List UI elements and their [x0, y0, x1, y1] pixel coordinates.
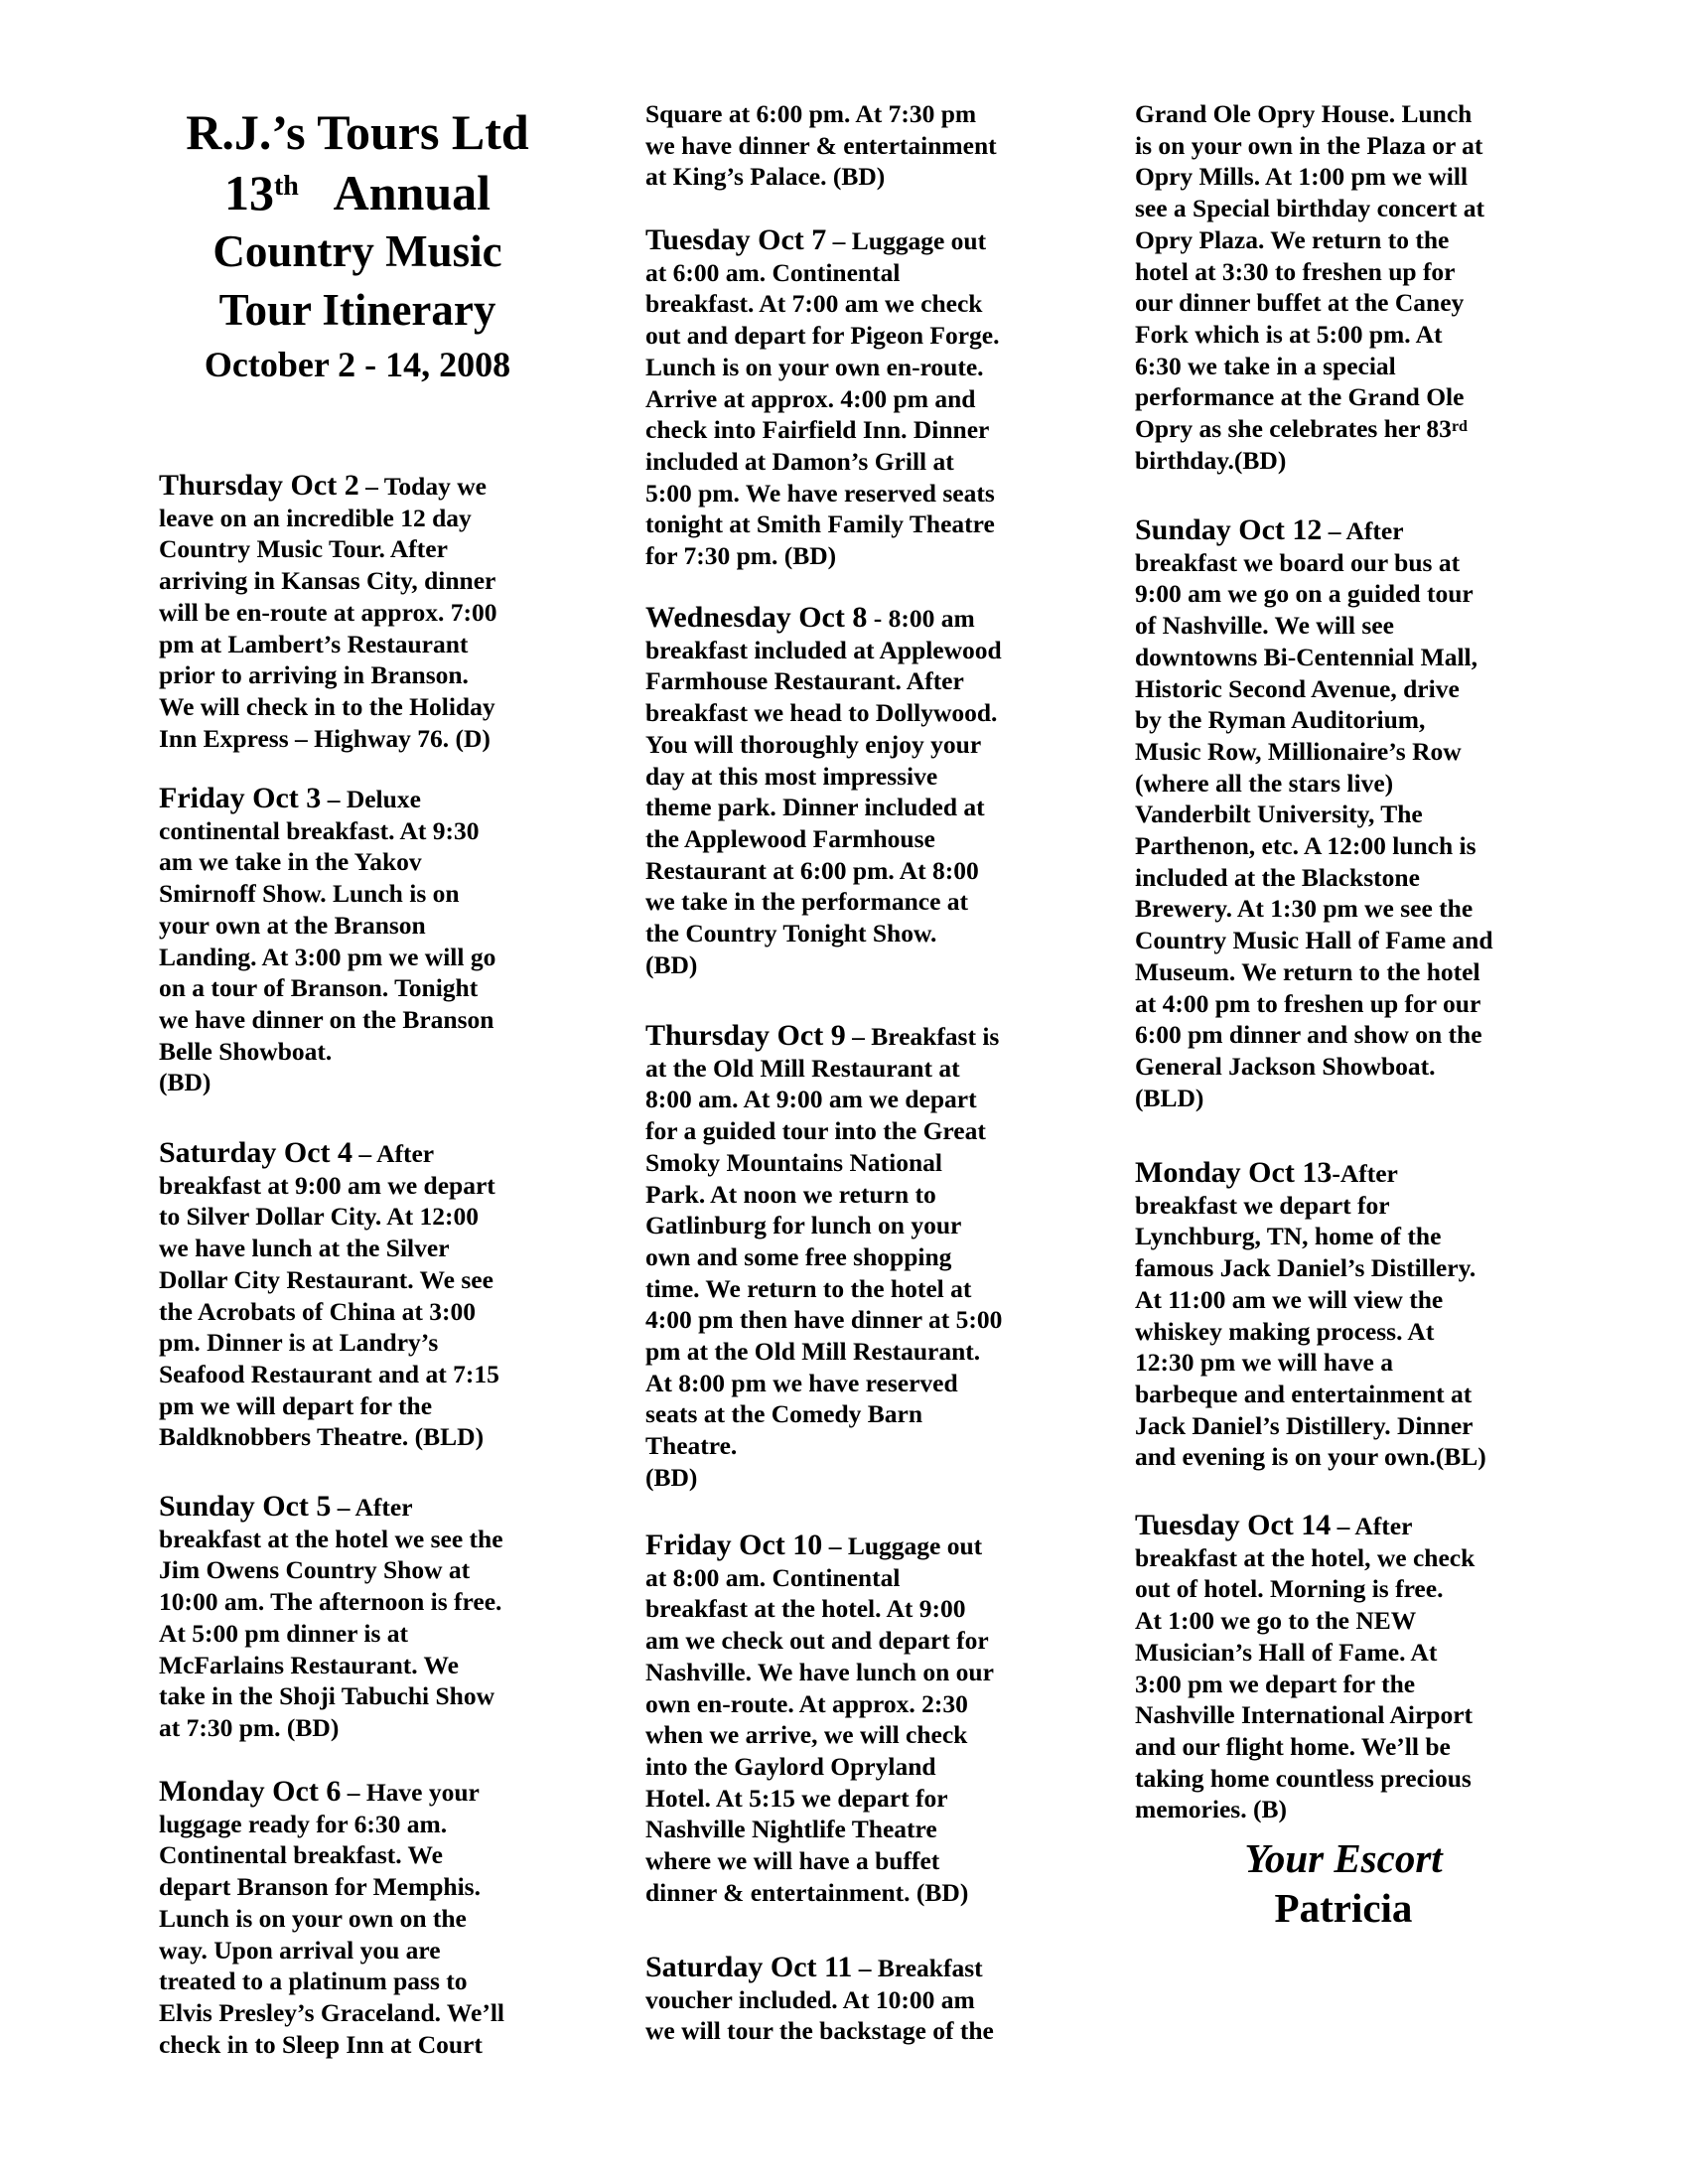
day-text-line: for 7:30 pm. (BD): [645, 541, 837, 571]
day-text-line: Elvis Presley’s Graceland. We’ll: [159, 1997, 504, 2027]
day-heading: Thursday Oct 9: [645, 1019, 846, 1052]
day-text-line: famous Jack Daniel’s Distillery.: [1135, 1253, 1477, 1283]
day-text-line: at the Old Mill Restaurant at: [645, 1053, 960, 1083]
heading-separator: –: [822, 1531, 848, 1560]
day-text-line: at 7:30 pm. (BD): [159, 1712, 340, 1742]
day-text-line: at 8:00 am. Continental: [645, 1562, 901, 1592]
day-entry-tuesday-oct-7: [645, 224, 1000, 572]
day-text-line: hotel at 3:30 to freshen up for: [1135, 256, 1456, 286]
heading-separator: –: [826, 226, 852, 255]
day-text-line: included at Damon’s Grill at: [645, 446, 954, 476]
heading-separator: –: [352, 1139, 377, 1168]
day-text-line: 10:00 am. The afternoon is free.: [159, 1587, 502, 1617]
day-text-line: into the Gaylord Opryland: [645, 1751, 936, 1781]
day-text-line: by the Ryman Auditorium,: [1135, 705, 1426, 735]
day-text-line: breakfast included at Applewood: [645, 635, 1002, 664]
heading-separator: –: [331, 1493, 355, 1522]
day-text-line: Opry Plaza. We return to the: [1135, 224, 1450, 254]
day-entry-tuesday-oct-14: [1135, 1510, 1475, 1825]
day-text-line: Arrive at approx. 4:00 pm and: [645, 383, 976, 413]
day-text-line: dinner & entertainment. (BD): [645, 1877, 969, 1907]
day-text-line: barbeque and entertainment at: [1135, 1379, 1473, 1408]
day-text-line: at King’s Palace. (BD): [645, 162, 886, 192]
day-text-line: McFarlains Restaurant. We: [159, 1650, 459, 1679]
day-text-line: (BD): [645, 1462, 698, 1492]
day-text-line: (where all the stars live): [1135, 768, 1394, 798]
day-text-line: 6:30 we take in a special: [1135, 351, 1396, 380]
day-text-line: arriving in Kansas City, dinner: [159, 566, 496, 596]
day-heading-line: [159, 783, 495, 815]
day-text-line: breakfast we depart for: [1135, 1190, 1390, 1220]
day-text-line: Breakfast is: [871, 1022, 1000, 1051]
day-heading: Tuesday Oct 14: [1135, 1509, 1332, 1541]
day-text-line: Deluxe: [346, 785, 421, 813]
day-text-line: Hotel. At 5:15 we depart for: [645, 1783, 948, 1813]
escort-label: Your Escort: [1244, 1835, 1443, 1881]
day-text-line: 8:00 am. At 9:00 am we depart: [645, 1085, 977, 1114]
heading-separator: -: [1332, 1159, 1340, 1188]
day-text-line: performance at the Grand Ole: [1135, 382, 1465, 412]
day-text-line: check in to Sleep Inn at Court: [159, 2029, 483, 2059]
day-text-line: birthday.(BD): [1135, 445, 1287, 475]
day-text-line: Opry Mills. At 1:00 pm we will: [1135, 162, 1469, 192]
day-text-line: we take in the performance at: [645, 887, 969, 917]
day-entry-saturday-oct-11: [645, 1952, 994, 2047]
day-text-line: Fork which is at 5:00 pm. At: [1135, 319, 1443, 349]
day-text-line: will be en-route at approx. 7:00: [159, 597, 497, 627]
day-text-line: General Jackson Showboat.: [1135, 1051, 1436, 1081]
day-entry-thursday-oct-2: [159, 470, 496, 754]
day-heading: Sunday Oct 5: [159, 1490, 332, 1523]
day-heading-line: [159, 1776, 504, 1809]
day-text-line: We will check in to the Holiday: [159, 691, 495, 721]
day-heading-line: [645, 1529, 994, 1562]
day-text-line: Theatre.: [645, 1431, 738, 1461]
title-tour-itinerary: Tour Itinerary: [218, 285, 496, 335]
ordinal-suffix: rd: [1451, 418, 1468, 436]
day-text-line: check into Fairfield Inn. Dinner: [645, 415, 990, 445]
day-text-line: [1135, 413, 1484, 445]
escort-signature: [1135, 1833, 1552, 1933]
day-heading-line: [645, 602, 1002, 635]
day-text-line: included at the Blackstone: [1135, 862, 1420, 892]
day-text-line: (BD): [645, 949, 698, 979]
day-text-line: the Country Tonight Show.: [645, 919, 937, 948]
day-text-line: Jack Daniel’s Distillery. Dinner: [1135, 1410, 1474, 1440]
day-text-line: Vanderbilt University, The: [1135, 800, 1423, 829]
day-text-line: is on your own in the Plaza or at: [1135, 130, 1483, 160]
day-text-line: way. Upon arrival you are: [159, 1935, 441, 1965]
day-text-line: when we arrive, we will check: [645, 1720, 968, 1750]
itinerary-title: [159, 103, 556, 389]
continued-text: [1135, 98, 1484, 476]
day-heading: Monday Oct 6: [159, 1775, 342, 1808]
day-text-line: You will thoroughly enjoy your: [645, 729, 982, 759]
day-text-line: see a Special birthday concert at: [1135, 194, 1484, 223]
day-text-line: voucher included. At 10:00 am: [645, 1984, 975, 2014]
day-text-line: After: [1339, 1159, 1398, 1188]
day-heading: Thursday Oct 2: [159, 469, 359, 502]
day-heading-line: [1135, 514, 1493, 547]
day-text-line: Landing. At 3:00 pm we will go: [159, 942, 496, 971]
day-text-line: 3:00 pm we depart for the: [1135, 1669, 1416, 1698]
day-text-line: Jim Owens Country Show at: [159, 1555, 471, 1585]
day-text-line: 8:00 am: [888, 604, 975, 633]
day-text-line: breakfast at the hotel. At 9:00: [645, 1594, 966, 1624]
day-text-line: to Silver Dollar City. At 12:00: [159, 1202, 480, 1232]
day-text-line: Inn Express – Highway 76. (D): [159, 723, 491, 753]
day-entry-friday-oct-3: [159, 783, 495, 1098]
day-text-line: own en-route. At approx. 2:30: [645, 1688, 968, 1718]
day-text-line: Smirnoff Show. Lunch is on: [159, 879, 460, 909]
day-text-line: Grand Ole Opry House. Lunch: [1135, 99, 1473, 128]
title-annual: 13th Annual: [223, 165, 492, 220]
day-text-line: Breakfast: [877, 1954, 983, 1982]
day-text-line: am we check out and depart for: [645, 1626, 989, 1656]
day-text-line: Restaurant at 6:00 pm. At 8:00: [645, 855, 979, 885]
day-text-line: Lynchburg, TN, home of the: [1135, 1222, 1442, 1251]
day-text-line: Museum. We return to the hotel: [1135, 956, 1480, 986]
day-text-line: leave on an incredible 12 day: [159, 503, 472, 532]
day-text-line: out of hotel. Morning is free.: [1135, 1574, 1444, 1604]
day-text-line: Dollar City Restaurant. We see: [159, 1264, 493, 1294]
day-text-line: (BLD): [1135, 1083, 1204, 1112]
day-heading-line: [1135, 1510, 1475, 1542]
day-text-line: Park. At noon we return to: [645, 1179, 936, 1209]
heading-separator: –: [852, 1954, 878, 1982]
day-text-line: Musician’s Hall of Fame. At: [1135, 1637, 1438, 1667]
day-text-line: the Applewood Farmhouse: [645, 823, 935, 853]
day-text-line: luggage ready for 6:30 am.: [159, 1809, 448, 1838]
day-text-line: Gatlinburg for lunch on your: [645, 1211, 962, 1240]
day-text-line: At 1:00 we go to the NEW: [1135, 1606, 1417, 1636]
day-text-line: theme park. Dinner included at: [645, 793, 985, 822]
day-text-line: At 5:00 pm dinner is at: [159, 1618, 409, 1648]
day-text-line: 9:00 am we go on a guided tour: [1135, 579, 1474, 609]
heading-separator: –: [1331, 1512, 1355, 1540]
escort-name: Patricia: [1274, 1885, 1413, 1931]
day-text-line: Nashville. We have lunch on our: [645, 1657, 994, 1686]
day-text-line: breakfast at 9:00 am we depart: [159, 1170, 495, 1200]
day-text-line: our dinner buffet at the Caney: [1135, 288, 1465, 318]
day-heading-line: [645, 224, 1000, 257]
day-heading: Monday Oct 13: [1135, 1156, 1333, 1189]
day-heading: Tuesday Oct 7: [645, 223, 827, 256]
day-text-line: at 6:00 am. Continental: [645, 257, 901, 287]
day-text-line: of Nashville. We will see: [1135, 611, 1394, 641]
day-text-line: where we will have a buffet: [645, 1846, 940, 1876]
day-text-line: taking home countless precious: [1135, 1763, 1472, 1793]
day-entry-saturday-oct-4: [159, 1137, 499, 1453]
day-text-line: After: [1354, 1512, 1413, 1540]
day-text-line: Nashville Nightlife Theatre: [645, 1815, 937, 1844]
day-text-line: time. We return to the hotel at: [645, 1273, 972, 1303]
day-entry-wednesday-oct-8: [645, 602, 1002, 980]
day-text-line: Music Row, Millionaire’s Row: [1135, 736, 1462, 766]
day-text-line: 5:00 pm. We have reserved seats: [645, 478, 995, 508]
day-text-line: Historic Second Avenue, drive: [1135, 673, 1460, 703]
day-text-line: and our flight home. We’ll be: [1135, 1731, 1451, 1761]
day-text-line: Luggage out: [851, 226, 987, 255]
day-text-line: 12:30 pm we will have a: [1135, 1348, 1393, 1378]
day-entry-monday-oct-6: [159, 1776, 504, 2060]
day-text-line: Parthenon, etc. A 12:00 lunch is: [1135, 831, 1477, 861]
day-text-line: Lunch is on your own on the: [159, 1903, 467, 1933]
day-text-line: At 11:00 am we will view the: [1135, 1284, 1444, 1314]
day-text-line: treated to a platinum pass to: [159, 1966, 468, 1996]
day-text-line: (BD): [159, 1068, 211, 1097]
day-text-line: 4:00 pm then have dinner at 5:00: [645, 1305, 1003, 1335]
day-text-line: Square at 6:00 pm. At 7:30 pm: [645, 99, 977, 128]
heading-separator: –: [321, 785, 347, 813]
day-text-line: Continental breakfast. We: [159, 1840, 443, 1870]
day-text-line: 6:00 pm dinner and show on the: [1135, 1020, 1482, 1050]
day-entry-sunday-oct-12: [1135, 514, 1493, 1113]
day-text-line: pm at Lambert’s Restaurant: [159, 629, 469, 658]
title-country-music: Country Music: [212, 226, 502, 276]
day-text-line: out and depart for Pigeon Forge.: [645, 321, 1000, 351]
day-text-line: at 4:00 pm to freshen up for our: [1135, 988, 1481, 1018]
day-heading: Wednesday Oct 8: [645, 601, 868, 634]
day-text-line: breakfast at the hotel, we check: [1135, 1542, 1476, 1572]
day-entry-friday-oct-10: [645, 1529, 994, 1908]
day-text-line: am we take in the Yakov: [159, 847, 422, 877]
day-text-line: Smoky Mountains National: [645, 1147, 942, 1177]
continued-text: [645, 98, 997, 193]
day-text-line: After: [354, 1493, 413, 1522]
day-text-line: pm we will depart for the: [159, 1390, 433, 1420]
day-text-line: we will tour the backstage of the: [645, 2016, 994, 2046]
day-text-line: tonight at Smith Family Theatre: [645, 510, 995, 539]
heading-separator: -: [867, 604, 889, 633]
day-text-line: for a guided tour into the Great: [645, 1116, 986, 1146]
day-heading-line: [159, 1491, 503, 1524]
day-text-line: Belle Showboat.: [159, 1036, 333, 1066]
day-text-line: downtowns Bi-Centennial Mall,: [1135, 642, 1477, 671]
day-heading: Saturday Oct 11: [645, 1951, 853, 1983]
day-text-line: Country Music Tour. After: [159, 534, 448, 564]
day-heading-line: [159, 1137, 499, 1170]
day-heading-line: [159, 470, 496, 503]
day-text-line: Lunch is on your own en-route.: [645, 352, 984, 381]
day-heading-line: [1135, 1157, 1486, 1190]
day-text-line: Country Music Hall of Fame and: [1135, 926, 1493, 955]
day-text-line: Nashville International Airport: [1135, 1700, 1474, 1730]
day-text-line: breakfast we head to Dollywood.: [645, 698, 998, 728]
day-text-line: pm at the Old Mill Restaurant.: [645, 1337, 981, 1367]
day-text-line: Have your: [365, 1778, 480, 1807]
day-heading-line: [645, 1020, 1002, 1053]
day-heading: Sunday Oct 12: [1135, 513, 1323, 546]
day-text-line: own and some free shopping: [645, 1241, 952, 1271]
day-text-line: on a tour of Branson. Tonight: [159, 973, 479, 1003]
day-text-line: breakfast at the hotel we see the: [159, 1524, 503, 1553]
day-text-line: After: [376, 1139, 435, 1168]
day-text-line: day at this most impressive: [645, 761, 938, 791]
day-text-line: take in the Shoji Tabuchi Show: [159, 1681, 494, 1711]
day-text-line: we have dinner on the Branson: [159, 1004, 494, 1034]
heading-separator: –: [341, 1778, 366, 1807]
day-text-line: Seafood Restaurant and at 7:15: [159, 1359, 499, 1388]
day-heading: Saturday Oct 4: [159, 1136, 352, 1169]
day-text-line: the Acrobats of China at 3:00: [159, 1296, 476, 1326]
day-entry-sunday-oct-5: [159, 1491, 503, 1744]
day-heading-line: [645, 1952, 994, 1984]
heading-separator: –: [358, 472, 384, 501]
day-text-line: we have lunch at the Silver: [159, 1234, 450, 1263]
title-dates: October 2 - 14, 2008: [204, 345, 511, 384]
day-heading: Friday Oct 10: [645, 1529, 823, 1561]
day-text-line: we have dinner & entertainment: [645, 130, 997, 160]
day-text-line: your own at the Branson: [159, 910, 426, 940]
day-text-line: whiskey making process. At: [1135, 1316, 1435, 1346]
day-text-line: Baldknobbers Theatre. (BLD): [159, 1422, 485, 1452]
day-text-line: Farmhouse Restaurant. After: [645, 666, 964, 696]
day-heading: Friday Oct 3: [159, 782, 322, 814]
heading-separator: –: [845, 1022, 872, 1051]
day-text-line: continental breakfast. At 9:30: [159, 815, 480, 845]
title-company: R.J.’s Tours Ltd: [186, 104, 529, 160]
text-fragment: Opry as she celebrates her 83: [1135, 414, 1452, 444]
day-text-line: Luggage out: [847, 1531, 983, 1560]
day-entry-monday-oct-13: [1135, 1157, 1486, 1473]
day-text-line: Today we: [383, 472, 487, 501]
day-text-line: breakfast we board our bus at: [1135, 547, 1461, 577]
day-entry-thursday-oct-9: [645, 1020, 1002, 1494]
day-text-line: prior to arriving in Branson.: [159, 660, 469, 690]
day-text-line: seats at the Comedy Barn: [645, 1399, 923, 1429]
day-text-line: depart Branson for Memphis.: [159, 1872, 481, 1902]
day-text-line: pm. Dinner is at Landry’s: [159, 1328, 439, 1358]
day-text-line: At 8:00 pm we have reserved: [645, 1368, 958, 1397]
day-text-line: breakfast. At 7:00 am we check: [645, 289, 983, 319]
heading-separator: –: [1322, 516, 1346, 545]
day-text-line: Brewery. At 1:30 pm we see the: [1135, 894, 1474, 924]
day-text-line: After: [1345, 516, 1404, 545]
day-text-line: memories. (B): [1135, 1795, 1287, 1824]
day-text-line: and evening is on your own.(BL): [1135, 1442, 1486, 1472]
